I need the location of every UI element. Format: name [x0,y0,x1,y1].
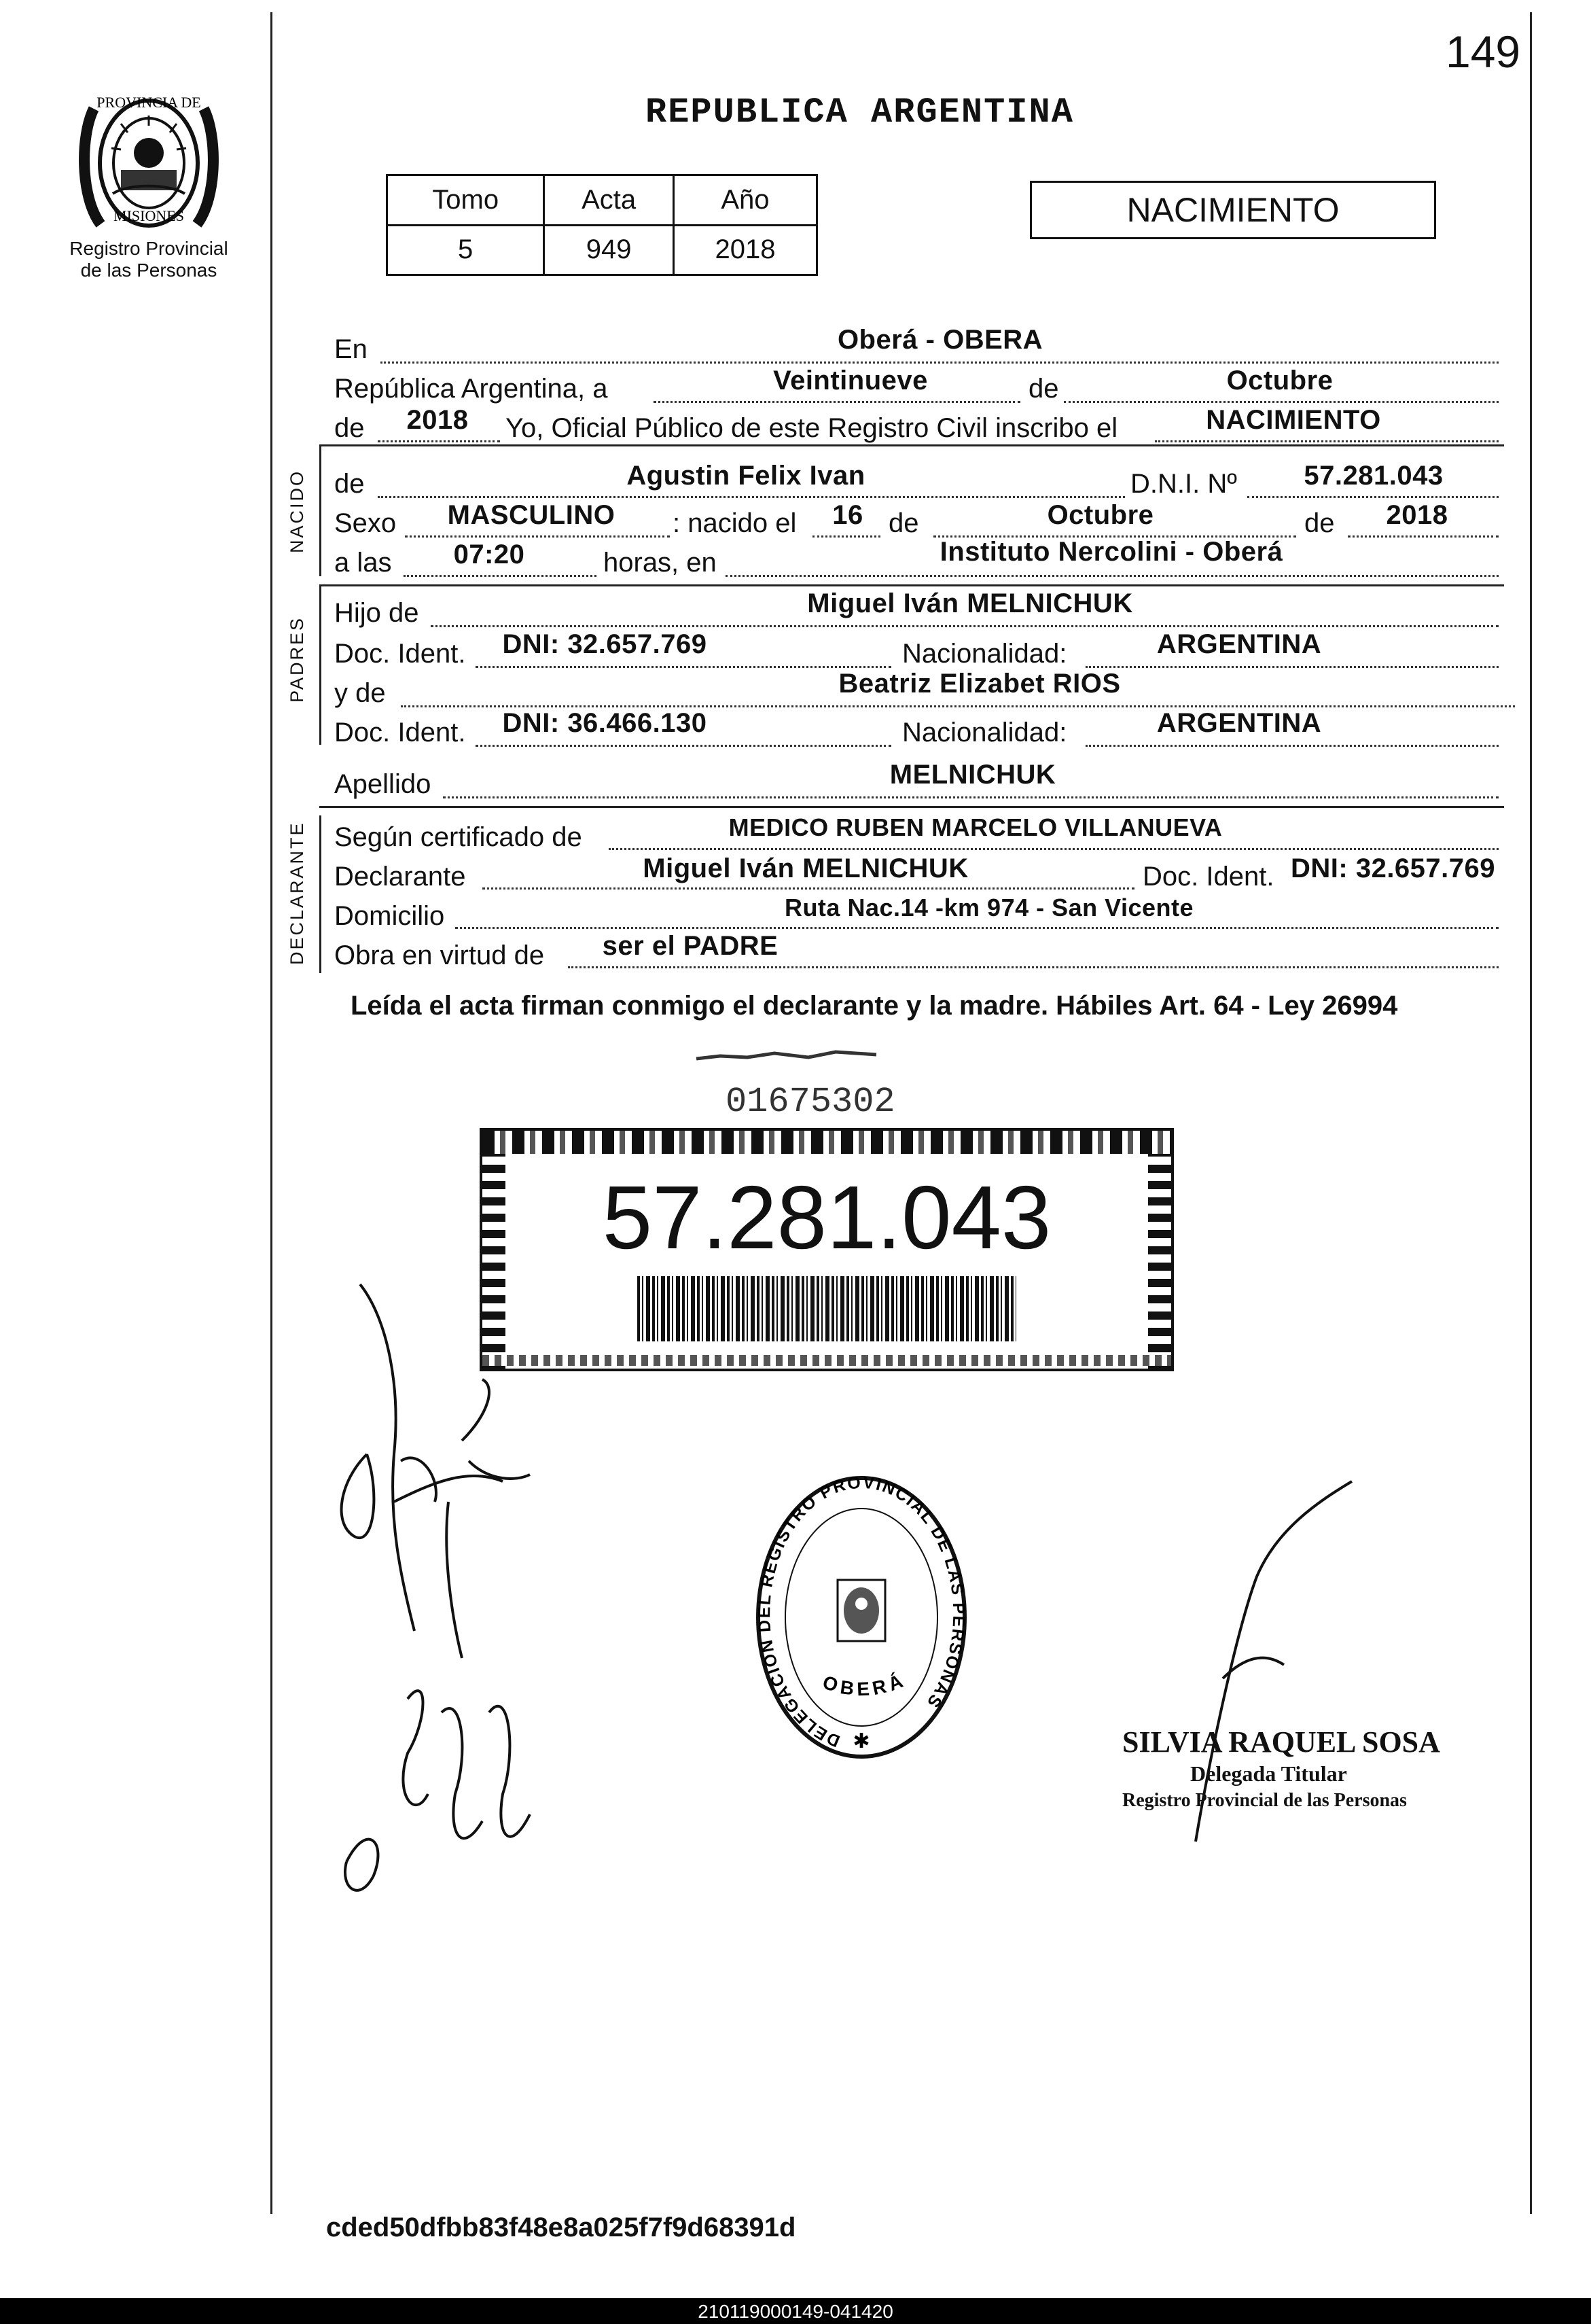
father-name: Miguel Iván MELNICHUK [807,588,1133,618]
document-hash: cded50dfbb83f48e8a025f7f9d68391d [326,2213,796,2242]
birth-place: Instituto Nercolini - Oberá [940,537,1283,567]
province-seal-logo [73,68,224,241]
date-month: Octubre [1226,366,1334,395]
domicilio-value: Ruta Nac.14 -km 974 - San Vicente [784,894,1194,921]
mother-doc: DNI: 36.466.130 [502,708,707,738]
birth-time: 07:20 [453,540,525,569]
closing-text: Leída el acta firman conmigo el declarante y la madre. Hábiles Art. 64 - Ley 26994 [351,991,1398,1021]
date-de-label: de [1029,374,1059,404]
record-type-box: NACIMIENTO [1030,181,1436,239]
mother-nationality-label: Nacionalidad: [902,718,1067,747]
a-las-label: a las [334,548,392,578]
sexo-label: Sexo [334,508,397,538]
serial-number: 01675302 [726,1082,895,1122]
scribble-mark [693,1045,883,1069]
certificado-label: Según certificado de [334,822,582,852]
signatory-org: Registro Provincial de las Personas [1122,1790,1407,1811]
mother-name: Beatriz Elizabet RIOS [838,669,1121,699]
signatory-title: Delegada Titular [1190,1761,1347,1786]
org-name-line2: de las Personas [80,260,217,281]
footer-id: 210119000149-041420 [698,2301,893,2322]
father-doc-label: Doc. Ident. [334,639,466,669]
apellido-value: MELNICHUK [889,760,1056,790]
child-dni: 57.281.043 [1304,461,1444,491]
year-value: 2018 [406,405,469,435]
domicilio-label: Domicilio [334,901,445,931]
svg-text:MISIONES: MISIONES [113,207,184,224]
section-label-declarante: DECLARANTE [287,821,307,965]
birth-day: 16 [832,500,863,530]
y-de-label: y de [334,678,386,708]
declarante-doc: DNI: 32.657.769 [1291,853,1496,883]
year-de-label: de [334,413,365,443]
dni-label: D.N.I. Nº [1130,469,1237,499]
date-label: República Argentina, a [334,374,608,404]
table-header-anio: Año [673,175,817,226]
obra-value: ser el PADRE [602,931,779,961]
section-divider [319,444,1504,446]
year-text: Yo, Oficial Público de este Registro Civil inscribo el [505,413,1118,443]
date-day: Veintinueve [773,366,928,395]
table-value-anio: 2018 [673,225,817,275]
nacido-de-label: de [334,469,365,499]
table-header-acta: Acta [544,175,674,226]
declarante-doc-label: Doc. Ident. [1143,862,1274,892]
svg-text:OBERÁ: OBERÁ [820,1668,910,1700]
barcode [637,1276,1016,1341]
declarante-name: Miguel Iván MELNICHUK [643,853,969,883]
apellido-label: Apellido [334,769,431,799]
birth-de-label-2: de [1304,508,1335,538]
birth-month: Octubre [1047,500,1154,530]
section-label-nacido: NACIDO [287,469,307,553]
declarante-label: Declarante [334,862,466,892]
svg-text:✱: ✱ [853,1729,870,1753]
place-label: En [334,334,368,364]
footer-bar [0,2298,1591,2324]
record-table [386,174,818,276]
section-label-padres: PADRES [287,616,307,703]
page-number: 149 [1446,27,1521,77]
place-value: Oberá - OBERA [837,325,1043,355]
hijo-de-label: Hijo de [334,598,419,628]
right-margin-line [1530,12,1532,2214]
act-value: NACIMIENTO [1206,405,1381,435]
official-stamp [753,1468,970,1767]
org-name-line1: Registro Provincial [69,238,228,259]
sticker-number: 57.281.043 [602,1167,1052,1267]
handwritten-signature [326,1278,652,1906]
birth-de-label: de [889,508,919,538]
signatory-name: SILVIA RAQUEL SOSA [1122,1725,1440,1759]
nacido-el-label: : nacido el [673,508,797,538]
left-margin-line [270,12,272,2214]
table-header-tomo: Tomo [387,175,544,226]
mother-doc-label: Doc. Ident. [334,718,466,747]
father-doc: DNI: 32.657.769 [502,629,707,659]
child-name: Agustin Felix Ivan [626,461,865,491]
mother-nationality: ARGENTINA [1156,708,1322,738]
table-value-acta: 949 [544,225,674,275]
certificado-value: MEDICO RUBEN MARCELO VILLANUEVA [728,813,1223,841]
horas-label: horas, en [603,548,717,578]
obra-label: Obra en virtud de [334,940,545,970]
father-nationality: ARGENTINA [1156,629,1322,659]
svg-text:DELEGACION DEL REGISTRO PROVIN: DELEGACION DEL REGISTRO PROVINCIAL DE LAS PERSONAS [755,1473,969,1751]
document-title: REPUBLICA ARGENTINA [645,92,1074,133]
birth-year: 2018 [1386,500,1448,530]
table-value-tomo: 5 [387,225,544,275]
svg-text:PROVINCIA DE: PROVINCIA DE [96,94,201,111]
child-sex: MASCULINO [447,500,615,530]
father-nationality-label: Nacionalidad: [902,639,1067,669]
